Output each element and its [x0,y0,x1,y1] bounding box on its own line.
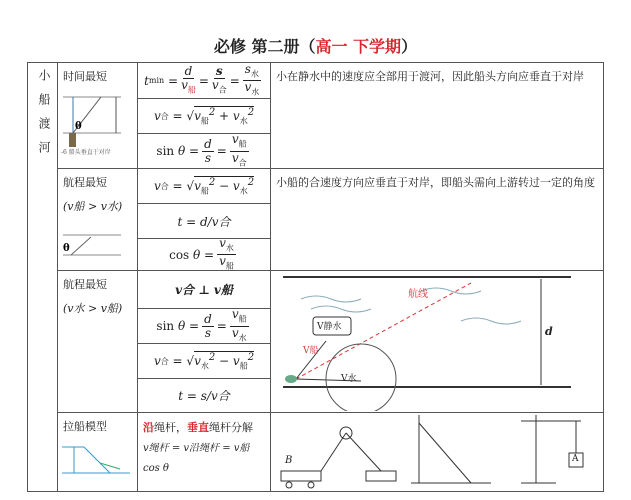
formula-t-2-text: t = s/v合 [178,389,230,403]
note-cell: 小船的合速度方向应垂直于对岸，即船头需向上游转过一定的角度 [270,168,604,271]
category-label: 小船渡河 [37,69,51,165]
diagram-cell [270,412,604,492]
boat-crossing-diagram [61,91,131,151]
label-vboat: V船 [303,346,319,356]
label-route: 航线 [408,289,428,300]
note-cell: 小在静水中的速度应全部用于渡河，因此船头方向应垂直于对岸 [270,62,604,169]
formula-t-text: t = d/v合 [177,214,231,229]
formula-cos: cos θ = $v_水$ $v_船$ [137,238,271,271]
row-condition: (v船 > v水) [63,200,123,213]
label-b: B [285,455,293,466]
formula-perp-text: v合 ⊥ v船 [175,283,233,297]
row-name-cell [57,270,138,413]
row-name: 航程最短 [63,176,107,189]
pull-boat-diagram [60,443,134,489]
category-cell [27,62,58,492]
shortest-path-diagram [61,231,131,261]
formula-t [137,203,271,239]
label-d: d [545,325,553,338]
svg-text:θ: θ [75,121,82,132]
row-name: 拉船模型 [63,420,107,433]
label-vstill: V静水 [317,322,342,332]
page-title: 必修 第二册（高一 下学期） [213,37,418,56]
formula-vhe-2: v 合 = √ $v_船^2 - v_水^2$ [137,168,271,204]
formula-vhe: v 合 = √ $v_船^2 + v_水^2$ [137,98,271,134]
formula-sin-2: sin θ = d s = $v_船$ $v_水$ [137,308,271,344]
rope-pull-diagrams [271,413,601,491]
formula-t-2 [137,378,271,413]
label-a: A [572,454,579,464]
svg-text:θ: θ [63,243,70,254]
diagram-caption: -6 船头垂直于对岸 [61,149,111,156]
row-name-cell [57,62,138,169]
rule-cell [137,412,271,492]
row-name-cell [57,168,138,271]
formula-perp [137,270,271,309]
label-vwater: V水 [341,374,357,384]
formula-sin: sin θ = d s = $v_船$ $v_合$ [137,133,271,169]
decompose-rule: 沿绳杆，垂直绳杆分解 [143,421,253,434]
formula-vhe-3: v 合 = √ $v_水^2 - v_船^2$ [137,343,271,379]
rope-velocity-formula: v绳杆 = v沿绳杆 = v船 cos θ [143,443,250,474]
row-name: 时间最短 [63,70,107,83]
river-crossing-diagram [271,271,601,411]
row-name: 航程最短 [63,278,107,291]
row-condition: (v水 > v船) [63,302,123,315]
diagram-cell [270,270,604,413]
formula-tmin: t min = d $v_船$ = s $v_合$ = $s_水$ $v_水$ [137,62,271,99]
row-name-cell [57,412,138,492]
